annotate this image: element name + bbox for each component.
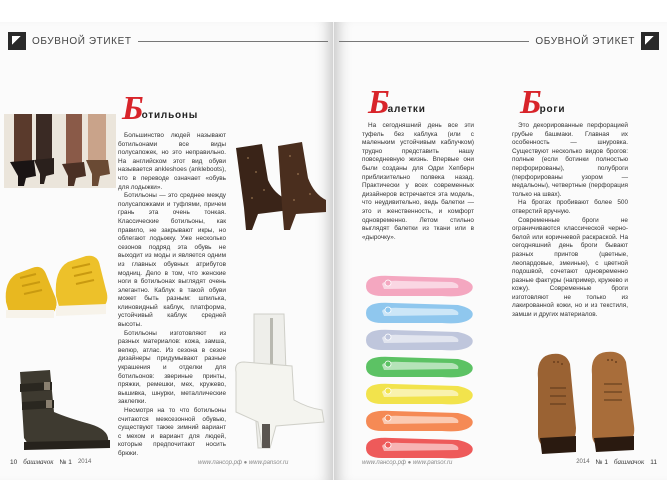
issue-number: № 1	[59, 458, 72, 466]
heading-initial: Б	[520, 84, 542, 121]
paragraph: На брогах пробивают более 500 отверстий вручную.	[512, 199, 628, 215]
paragraph: На сегодняшний день все эти туфель без каблука (или с маленьким устойчивым каблучком) трудно представить нашу повседневную жизнь. Впервые они были созданы для Одри Хепберн приблизительно полвека назад. Практически у всех современных дизайнеров встречается эта модель, что неудивительно, ведь балетки — это и женственность, и комфорт одновременно. Летом стильно выглядят балетки из ткани или в «дырочку».	[362, 122, 474, 241]
left-footer	[10, 458, 91, 466]
botilony-text-column	[118, 132, 226, 459]
photo-white-booties	[232, 312, 328, 452]
paragraph: Это декорированные перфорацией грубые башмаки. Главная их особенность — шнуровка. Существуют несколько видов брогов: полные (если ботинки полностью перфорированы), полуброги (перфорированы узором — медальоны), четвертные (перфорация только на швах).	[512, 122, 628, 198]
heading-baletki	[368, 84, 426, 121]
photo-olive-ankle-boot	[6, 368, 114, 454]
right-page	[334, 22, 667, 480]
photo-legs-booties	[4, 114, 116, 188]
issue-number: № 1	[595, 458, 608, 466]
page-number: 10	[10, 458, 18, 466]
magazine-spread	[0, 22, 667, 480]
heading-brogi	[520, 84, 566, 121]
right-header	[339, 30, 659, 52]
ballet-flat	[366, 303, 473, 324]
baletki-text-column	[362, 122, 474, 242]
right-footer-url	[362, 460, 452, 466]
section-title: ОБУВНОЙ ЭТИКЕТ	[535, 35, 635, 47]
right-footer	[576, 458, 657, 466]
magazine-logo-icon	[641, 32, 659, 50]
issue-year: 2014	[576, 459, 590, 465]
paragraph: Несмотря на то что ботильоны считаются межсезонной обувью, существуют также зимний вариант с мехом и вариант для людей, которые предпочитают носить брюки.	[118, 407, 226, 457]
left-header	[8, 30, 328, 52]
ballet-flat	[366, 438, 473, 459]
section-title: ОБУВНОЙ ЭТИКЕТ	[32, 35, 132, 47]
ballet-flat	[366, 384, 473, 405]
page-number: 11	[650, 458, 657, 466]
header-rule	[339, 41, 529, 42]
left-page	[0, 22, 333, 480]
heading-initial: Б	[368, 84, 390, 121]
heading-text: алетки	[387, 104, 426, 115]
heading-botilony	[122, 90, 199, 127]
ballet-flat	[366, 357, 473, 378]
website-url[interactable]: www.пансор.рф ● www.pansor.ru	[362, 460, 453, 466]
website-url[interactable]: www.пансор.рф ● www.pansor.ru	[198, 460, 289, 466]
paragraph: Ботильоны — это среднее между полусапожками и туфлями, причем грань эта очень тонкая. Классические ботильоны, как правило, не закрывают икры, но облегают лодыжку. Уже несколько сезонов подряд эта обувь не выходит из моды и является одним из главных обувных атрибутов модниц. Дело в том, что женские ноги в ботильонах выглядят очень элегантно. Каблук в такой обуви может быть разным: шпилька, клиновидный каблук, платформа, устойчивый каблук средней высоты.	[118, 192, 226, 329]
footer-brand: башмачок	[613, 458, 645, 466]
footer-brand: башмачок	[23, 458, 54, 466]
photo-brown-brogues	[530, 348, 646, 458]
ballet-flat	[366, 411, 473, 432]
paragraph: Современные броги не ограничиваются классической черно-белой или коричневой раскраской. На сегодняшний день броги бывают разных принтов (цветные, леопардовые, змеиные), с цветной подошвой, сочетают одновременно разные фактуры (например, кружево и кожу). Современные броги изготовляют не только из лакированной кожи, но и из текстиля, замши и других материалов.	[512, 216, 628, 319]
heading-text: роги	[539, 104, 566, 115]
header-rule	[138, 41, 328, 42]
heading-text: отильоны	[141, 110, 199, 121]
paragraph: Ботильоны изготовляют из разных материалов: кожа, замша, велюр, атлас. Из сезона в сезон дизайнеры придумывают разные украшения и отделки для ботильонов: звериные принты, пряжки, ремешки, мех, кружево, вышивка, шнурки, металлические заклепки.	[118, 329, 226, 406]
brogi-text-column	[512, 122, 628, 320]
left-footer-url	[198, 460, 288, 466]
photo-ballet-flats-stack	[362, 270, 478, 466]
paragraph: Большинство людей называют ботильонами все виды полусапожек, но это неправильно. На английском этот вид обуви называется ankleshoes (ankleboots), что в переводе означает «обувь для лодыжки».	[118, 132, 226, 191]
magazine-logo-icon	[8, 32, 26, 50]
issue-year: 2014	[77, 459, 92, 465]
photo-yellow-wedge-sneakers	[2, 244, 114, 330]
heading-initial: Б	[122, 90, 144, 127]
ballet-flat	[366, 330, 473, 351]
ballet-flat	[366, 276, 473, 297]
photo-glitter-booties	[228, 138, 328, 234]
